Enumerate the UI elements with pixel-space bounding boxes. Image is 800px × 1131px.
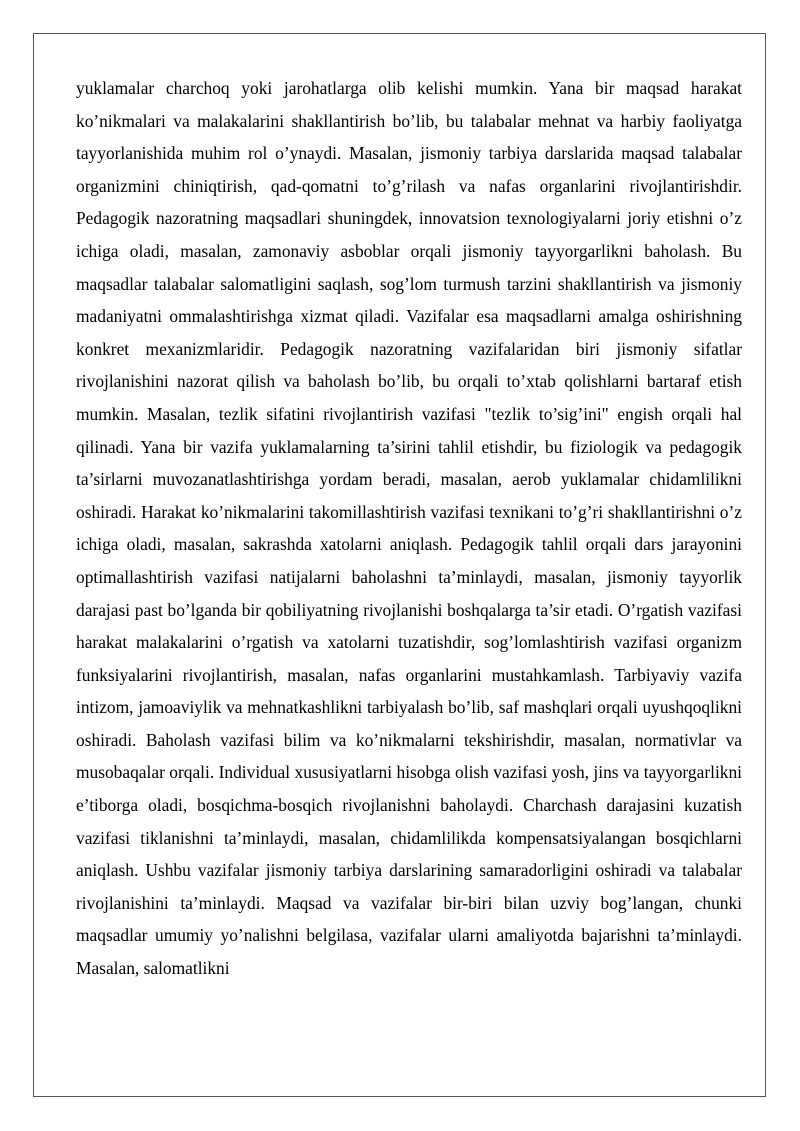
body-paragraph: yuklamalar charchoq yoki jarohatlarga olib kelishi mumkin. Yana bir maqsad harakat ko’nikmalari va malakalarini shakllantirish bo’lib, bu talabalar mehnat va harbiy faoliyatga tayyorlanishida muhim rol o’ynaydi. Masalan, jismoniy tarbiya darslarida maqsad talabalar organizmini chiniqtirish, qad-qomatni to’g’rilash va nafas organlarini rivojlantirishdir. Pedagogik nazoratning maqsadlari shuningdek, innovatsion texnologiyalarni joriy etishni o’z ichiga oladi, masalan, zamonaviy asboblar orqali jismoniy tayyorgarlikni baholash. Bu maqsadlar talabalar salomatligini saqlash, sog’lom turmush tarzini shakllantirish va jismoniy madaniyatni ommalashtirishga xizmat qiladi. Vazifalar esa maqsadlarni amalga oshirishning konkret mexanizmlaridir. Pedagogik nazoratning vazifalaridan biri jismoniy sifatlar rivojlanishini nazorat qilish va baholash bo’lib, bu orqali to’xtab qolishlarni bartaraf etish mumkin. Masalan, tezlik sifatini rivojlantirish vazifasi "tezlik to’sig’ini" engish orqali hal qilinadi. Yana bir vazifa yuklamalarning ta’sirini tahlil etishdir, bu fiziologik va pedagogik ta’sirlarni muvozanatlashtirishga yordam beradi, masalan, aerob yuklamalar chidamlilikni oshiradi. Harakat ko’nikmalarini takomillashtirish vazifasi texnikani to’g’ri shakllantirishni o’z ichiga oladi, masalan, sakrashda xatolarni aniqlash. Pedagogik tahlil orqali dars jarayonini optimallashtirish vazifasi natijalarni baholashni ta’minlaydi, masalan, jismoniy tayyorlik darajasi past bo’lganda bir qobiliyatning rivojlanishi boshqalarga ta’sir etadi. O’rgatish vazifasi harakat malakalarini o’rgatish va xatolarni tuzatishdir, sog’lomlashtirish vazifasi organizm funksiyalarini rivojlantirish, masalan, nafas organlarini mustahkamlash. Tarbiyaviy vazifa intizom, jamoaviylik va mehnatkashlikni tarbiyalash bo’lib, saf mashqlari orqali uyushqoqlikni oshiradi. Baholash vazifasi bilim va ko’nikmalarni tekshirishdir, masalan, normativlar va musobaqalar orqali. Individual xususiyatlarni hisobga olish vazifasi yosh, jins va tayyorgarlikni e’tiborga oladi, bosqichma-bosqich rivojlanishni baholaydi. Charchash darajasini kuzatish vazifasi tiklanishni ta’minlaydi, masalan, chidamlilikda kompensatsiyalangan bosqichlarni aniqlash. Ushbu vazifalar jismoniy tarbiya darslarining samaradorligini oshiradi va talabalar rivojlanishini ta’minlaydi. Maqsad va vazifalar bir-biri bilan uzviy bog’langan, chunki maqsadlar umumiy yo’nalishni belgilasa, vazifalar ularni amaliyotda bajarishni ta’minlaydi. Masalan, salomatlikni [76, 78, 742, 979]
